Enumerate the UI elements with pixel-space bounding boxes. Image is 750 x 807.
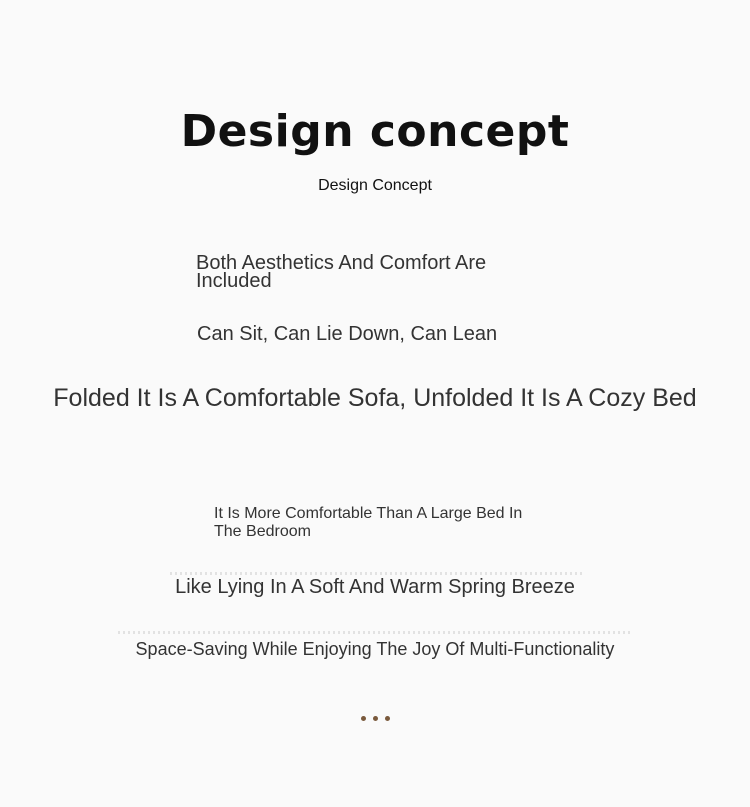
- more-comfortable-text: It Is More Comfortable Than A Large Bed In The Bedroom: [214, 505, 523, 540]
- space-saving-text: Space-Saving While Enjoying The Joy Of Multi-Functionality: [135, 639, 615, 659]
- dot: [361, 716, 366, 721]
- folded-unfolded-text: Folded It Is A Comfortable Sofa, Unfolded It Is A Cozy Bed: [53, 384, 697, 412]
- sit-lie-lean-text: Can Sit, Can Lie Down, Can Lean: [197, 323, 498, 345]
- page-subtitle: Design Concept: [318, 177, 432, 194]
- page-title: Design concept: [180, 106, 570, 157]
- dot: [385, 716, 390, 721]
- text-fade-decoration: [118, 631, 633, 634]
- spring-breeze-text: Like Lying In A Soft And Warm Spring Breeze: [175, 576, 575, 598]
- dot: [373, 716, 378, 721]
- ellipsis-dots: [0, 716, 750, 724]
- aesthetics-comfort-text: Both Aesthetics And Comfort Are Included: [196, 252, 487, 292]
